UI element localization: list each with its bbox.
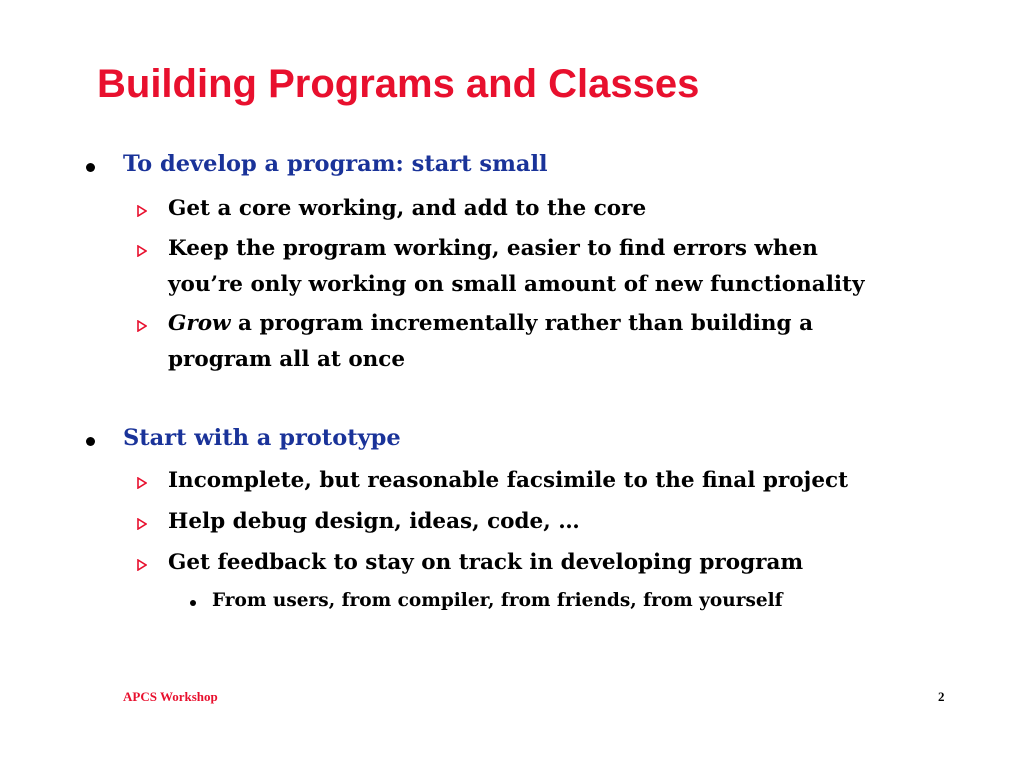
bullet-point [168, 231, 864, 303]
emphasis-text: Grow [168, 311, 231, 336]
bullet-dot-icon [86, 437, 95, 446]
bullet-text-continued: you’re only working on small amount of new functionality [168, 272, 865, 297]
arrow-bullet-icon [137, 205, 147, 217]
arrow-bullet-icon [137, 477, 147, 489]
arrow-bullet-icon [137, 559, 147, 571]
small-dot-icon [190, 600, 196, 606]
bullet-text-continued: program all at once [168, 347, 406, 372]
bullet-point [168, 191, 646, 227]
arrow-bullet-icon [137, 518, 147, 530]
bullet-text: Get feedback to stay on track in developing program [168, 550, 804, 575]
slide-title: Building Programs and Classes [97, 62, 700, 106]
section-heading: Start with a prototype [123, 425, 401, 451]
arrow-bullet-icon [137, 245, 147, 257]
bullet-text: Keep the program working, easier to find errors when [168, 236, 818, 261]
bullet-dot-icon [86, 163, 95, 172]
footer-label: APCS Workshop [123, 689, 218, 704]
bullet-text: Help debug design, ideas, code, … [168, 509, 580, 534]
bullet-point [168, 504, 580, 540]
bullet-text: a program incrementally rather than building a [230, 311, 814, 336]
section-heading: To develop a program: start small [123, 151, 548, 177]
page-number: 2 [938, 689, 945, 704]
bullet-text: Get a core working, and add to the core [168, 196, 647, 221]
bullet-text: Incomplete, but reasonable facsimile to the final project [168, 468, 849, 493]
arrow-bullet-icon [137, 320, 147, 332]
bullet-point [168, 306, 813, 378]
bullet-point [168, 463, 848, 499]
sub-bullet-point: From users, from compiler, from friends, from yourself [212, 590, 783, 611]
bullet-point [168, 545, 803, 581]
